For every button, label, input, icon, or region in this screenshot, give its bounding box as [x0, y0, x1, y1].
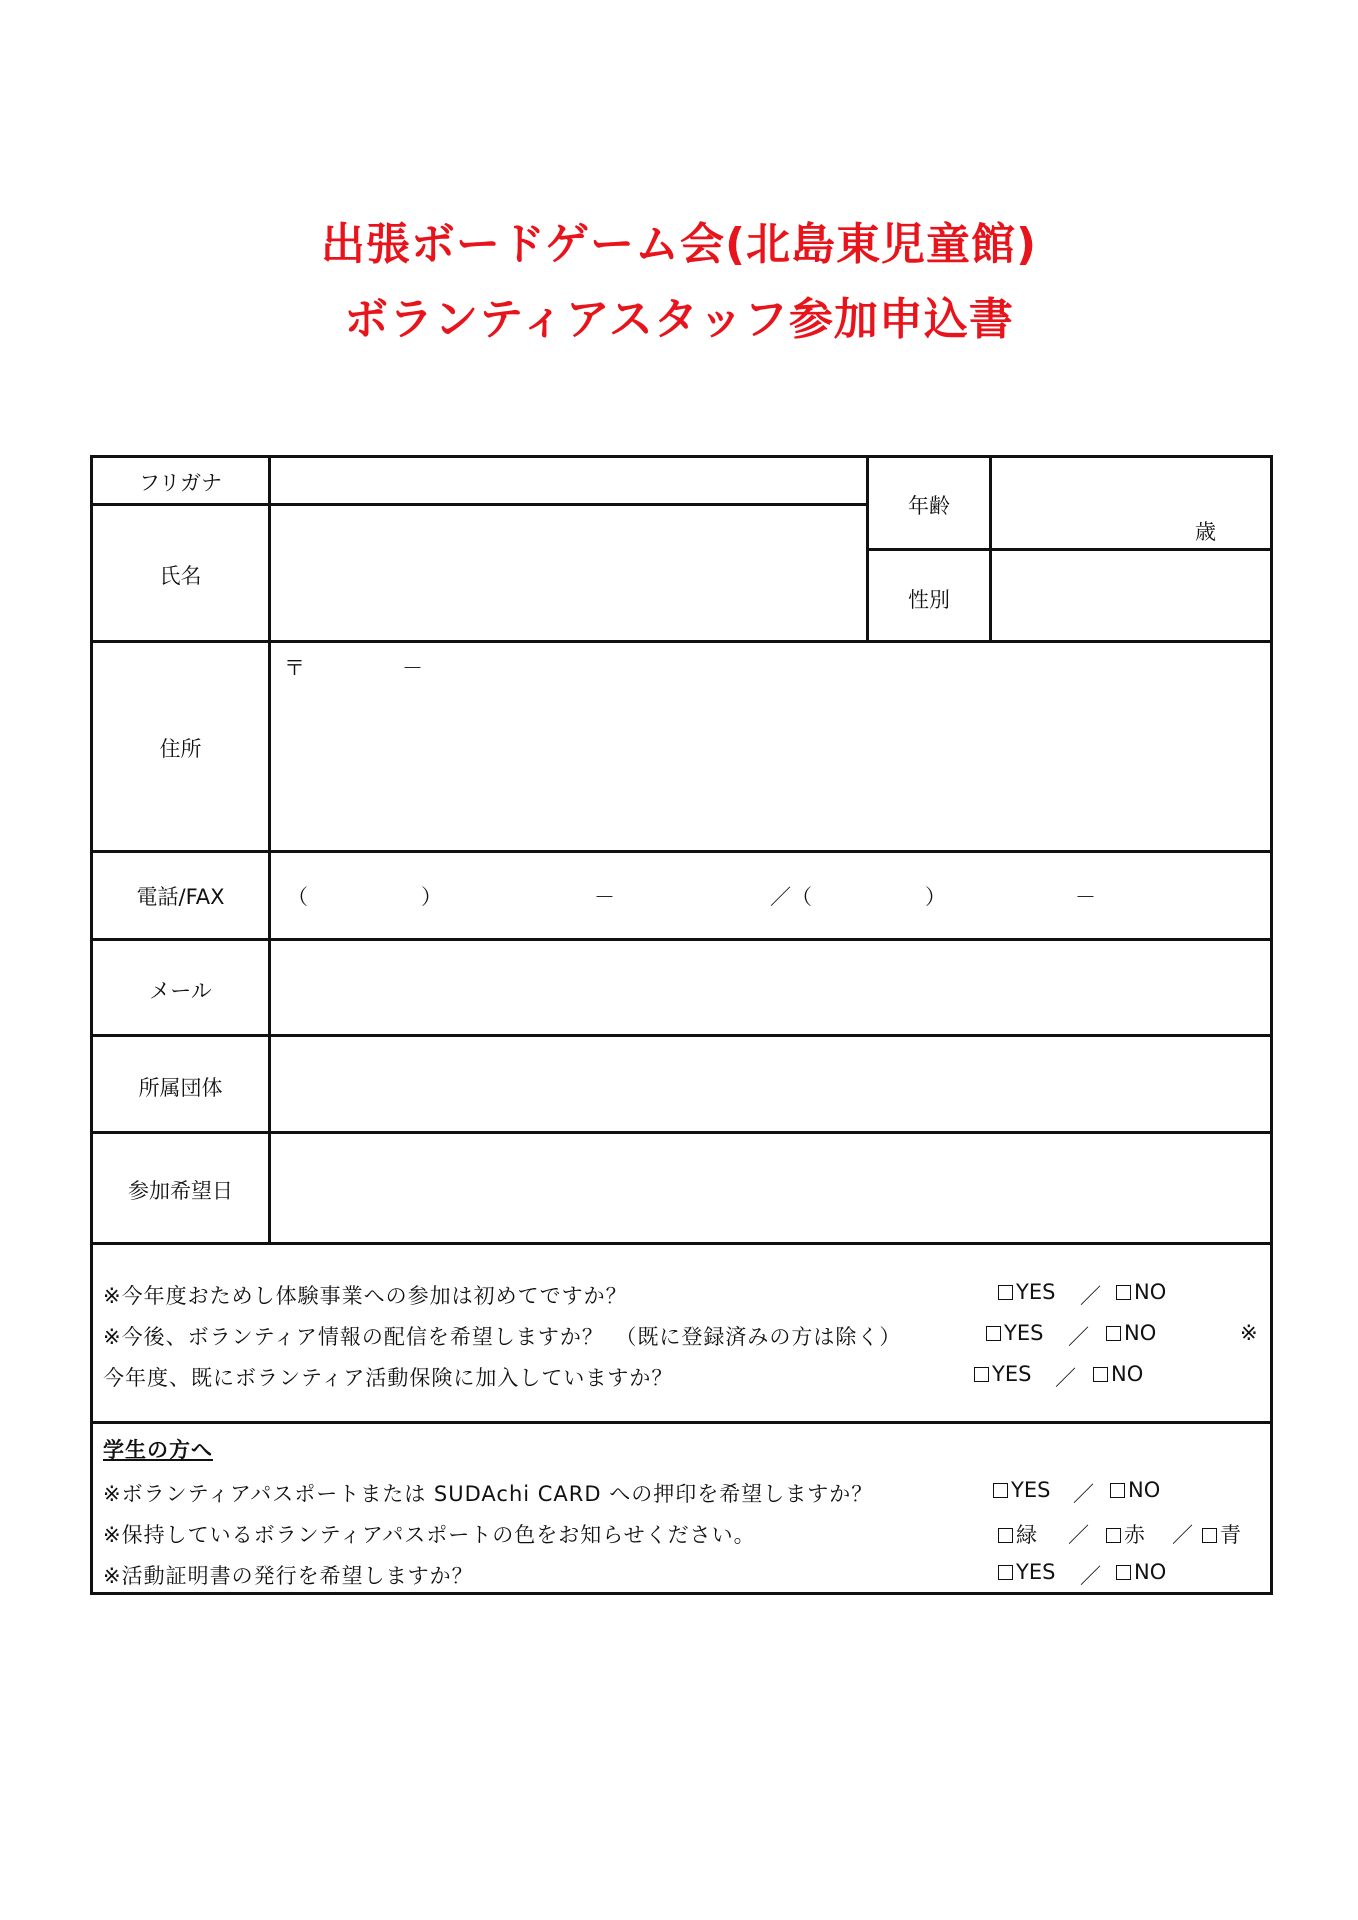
phone-open-paren: （	[287, 885, 308, 909]
checkbox-icon	[1110, 1483, 1125, 1498]
question-insurance: 今年度、既にボランティア活動保険に加入していますか？	[103, 1366, 674, 1390]
phone-label: 電話/FAX	[136, 885, 225, 909]
checkbox-icon	[1093, 1367, 1108, 1382]
checkbox-icon	[993, 1483, 1008, 1498]
age-field[interactable]	[992, 458, 1270, 548]
s1-slash: ／	[1073, 1482, 1094, 1506]
address-field[interactable]	[271, 643, 1270, 850]
postal-mark: 〒	[284, 656, 305, 680]
checkbox-icon	[1116, 1565, 1131, 1580]
row-divider-questions	[90, 1242, 1273, 1245]
color-slash-2: ／	[1172, 1523, 1193, 1547]
q3-slash: ／	[1055, 1366, 1076, 1390]
question-passport-color: ※保持しているボランティアパスポートの色をお知らせください。	[103, 1523, 756, 1547]
furigana-label: フリガナ	[139, 471, 222, 495]
color-blue-option[interactable]: 青	[1202, 1519, 1241, 1549]
form-title: 出張ボードゲーム会(北島東児童館)	[320, 219, 1038, 270]
name-label: 氏名	[159, 564, 202, 588]
address-label: 住所	[159, 737, 202, 761]
checkbox-icon	[974, 1367, 989, 1382]
s3-slash: ／	[1080, 1564, 1101, 1588]
phone-dash: －	[594, 885, 615, 909]
color-slash-1: ／	[1068, 1523, 1089, 1547]
checkbox-icon	[998, 1565, 1013, 1580]
question-newsletter: ※今後、ボランティア情報の配信を希望しますか？ （既に登録済みの方は除く）	[103, 1325, 902, 1349]
q1-yes-option[interactable]: YES	[998, 1280, 1055, 1304]
phone-close-paren: ）	[421, 885, 442, 909]
s3-no-option[interactable]: NO	[1116, 1560, 1166, 1584]
question-first-time: ※今年度おためし体験事業への参加は初めてですか？	[103, 1284, 628, 1308]
checkbox-icon	[986, 1326, 1001, 1341]
checkbox-icon	[1106, 1326, 1121, 1341]
question-certificate: ※活動証明書の発行を希望しますか？	[103, 1564, 474, 1588]
q2-yes-option[interactable]: YES	[986, 1321, 1043, 1345]
s1-no-option[interactable]: NO	[1110, 1478, 1160, 1502]
gender-field[interactable]	[992, 551, 1270, 640]
postal-dash: －	[402, 656, 423, 680]
email-field[interactable]	[271, 941, 1270, 1034]
checkbox-icon	[1106, 1528, 1121, 1543]
phone-fax-field[interactable]	[271, 853, 1270, 938]
question-stamp: ※ボランティアパスポートまたは SUDAchi CARD への押印を希望しますか？	[103, 1482, 874, 1506]
q1-no-option[interactable]: NO	[1116, 1280, 1166, 1304]
s1-yes-option[interactable]: YES	[993, 1478, 1050, 1502]
checkbox-icon	[998, 1528, 1013, 1543]
date-label: 参加希望日	[128, 1179, 233, 1203]
age-unit: 歳	[1195, 520, 1216, 544]
checkbox-icon	[1116, 1285, 1131, 1300]
furigana-label-divider	[90, 503, 270, 506]
org-field[interactable]	[271, 1037, 1270, 1131]
checkbox-icon	[998, 1285, 1013, 1300]
gender-label: 性別	[908, 588, 950, 612]
form-subtitle: ボランティアスタッフ参加申込書	[344, 294, 1014, 345]
checkbox-icon	[1202, 1528, 1217, 1543]
q2-note-mark: ※	[1240, 1321, 1258, 1345]
fax-dash: －	[1075, 885, 1096, 909]
color-red-option[interactable]: 赤	[1106, 1519, 1145, 1549]
students-heading: 学生の方へ	[103, 1438, 213, 1462]
q3-yes-option[interactable]: YES	[974, 1362, 1031, 1386]
s3-yes-option[interactable]: YES	[998, 1560, 1055, 1584]
furigana-field[interactable]	[271, 458, 866, 503]
color-green-option[interactable]: 緑	[998, 1519, 1037, 1549]
q2-no-option[interactable]: NO	[1106, 1321, 1156, 1345]
name-field[interactable]	[271, 506, 866, 640]
fax-slash-paren: ／（	[770, 885, 812, 909]
q3-no-option[interactable]: NO	[1093, 1362, 1143, 1386]
q2-slash: ／	[1068, 1325, 1089, 1349]
q1-slash: ／	[1080, 1284, 1101, 1308]
row-divider-students	[90, 1421, 1273, 1424]
email-label: メール	[149, 979, 212, 1003]
age-label: 年齢	[908, 494, 950, 518]
date-field[interactable]	[271, 1134, 1270, 1242]
org-label: 所属団体	[138, 1076, 223, 1100]
fax-close-paren: ）	[925, 885, 946, 909]
